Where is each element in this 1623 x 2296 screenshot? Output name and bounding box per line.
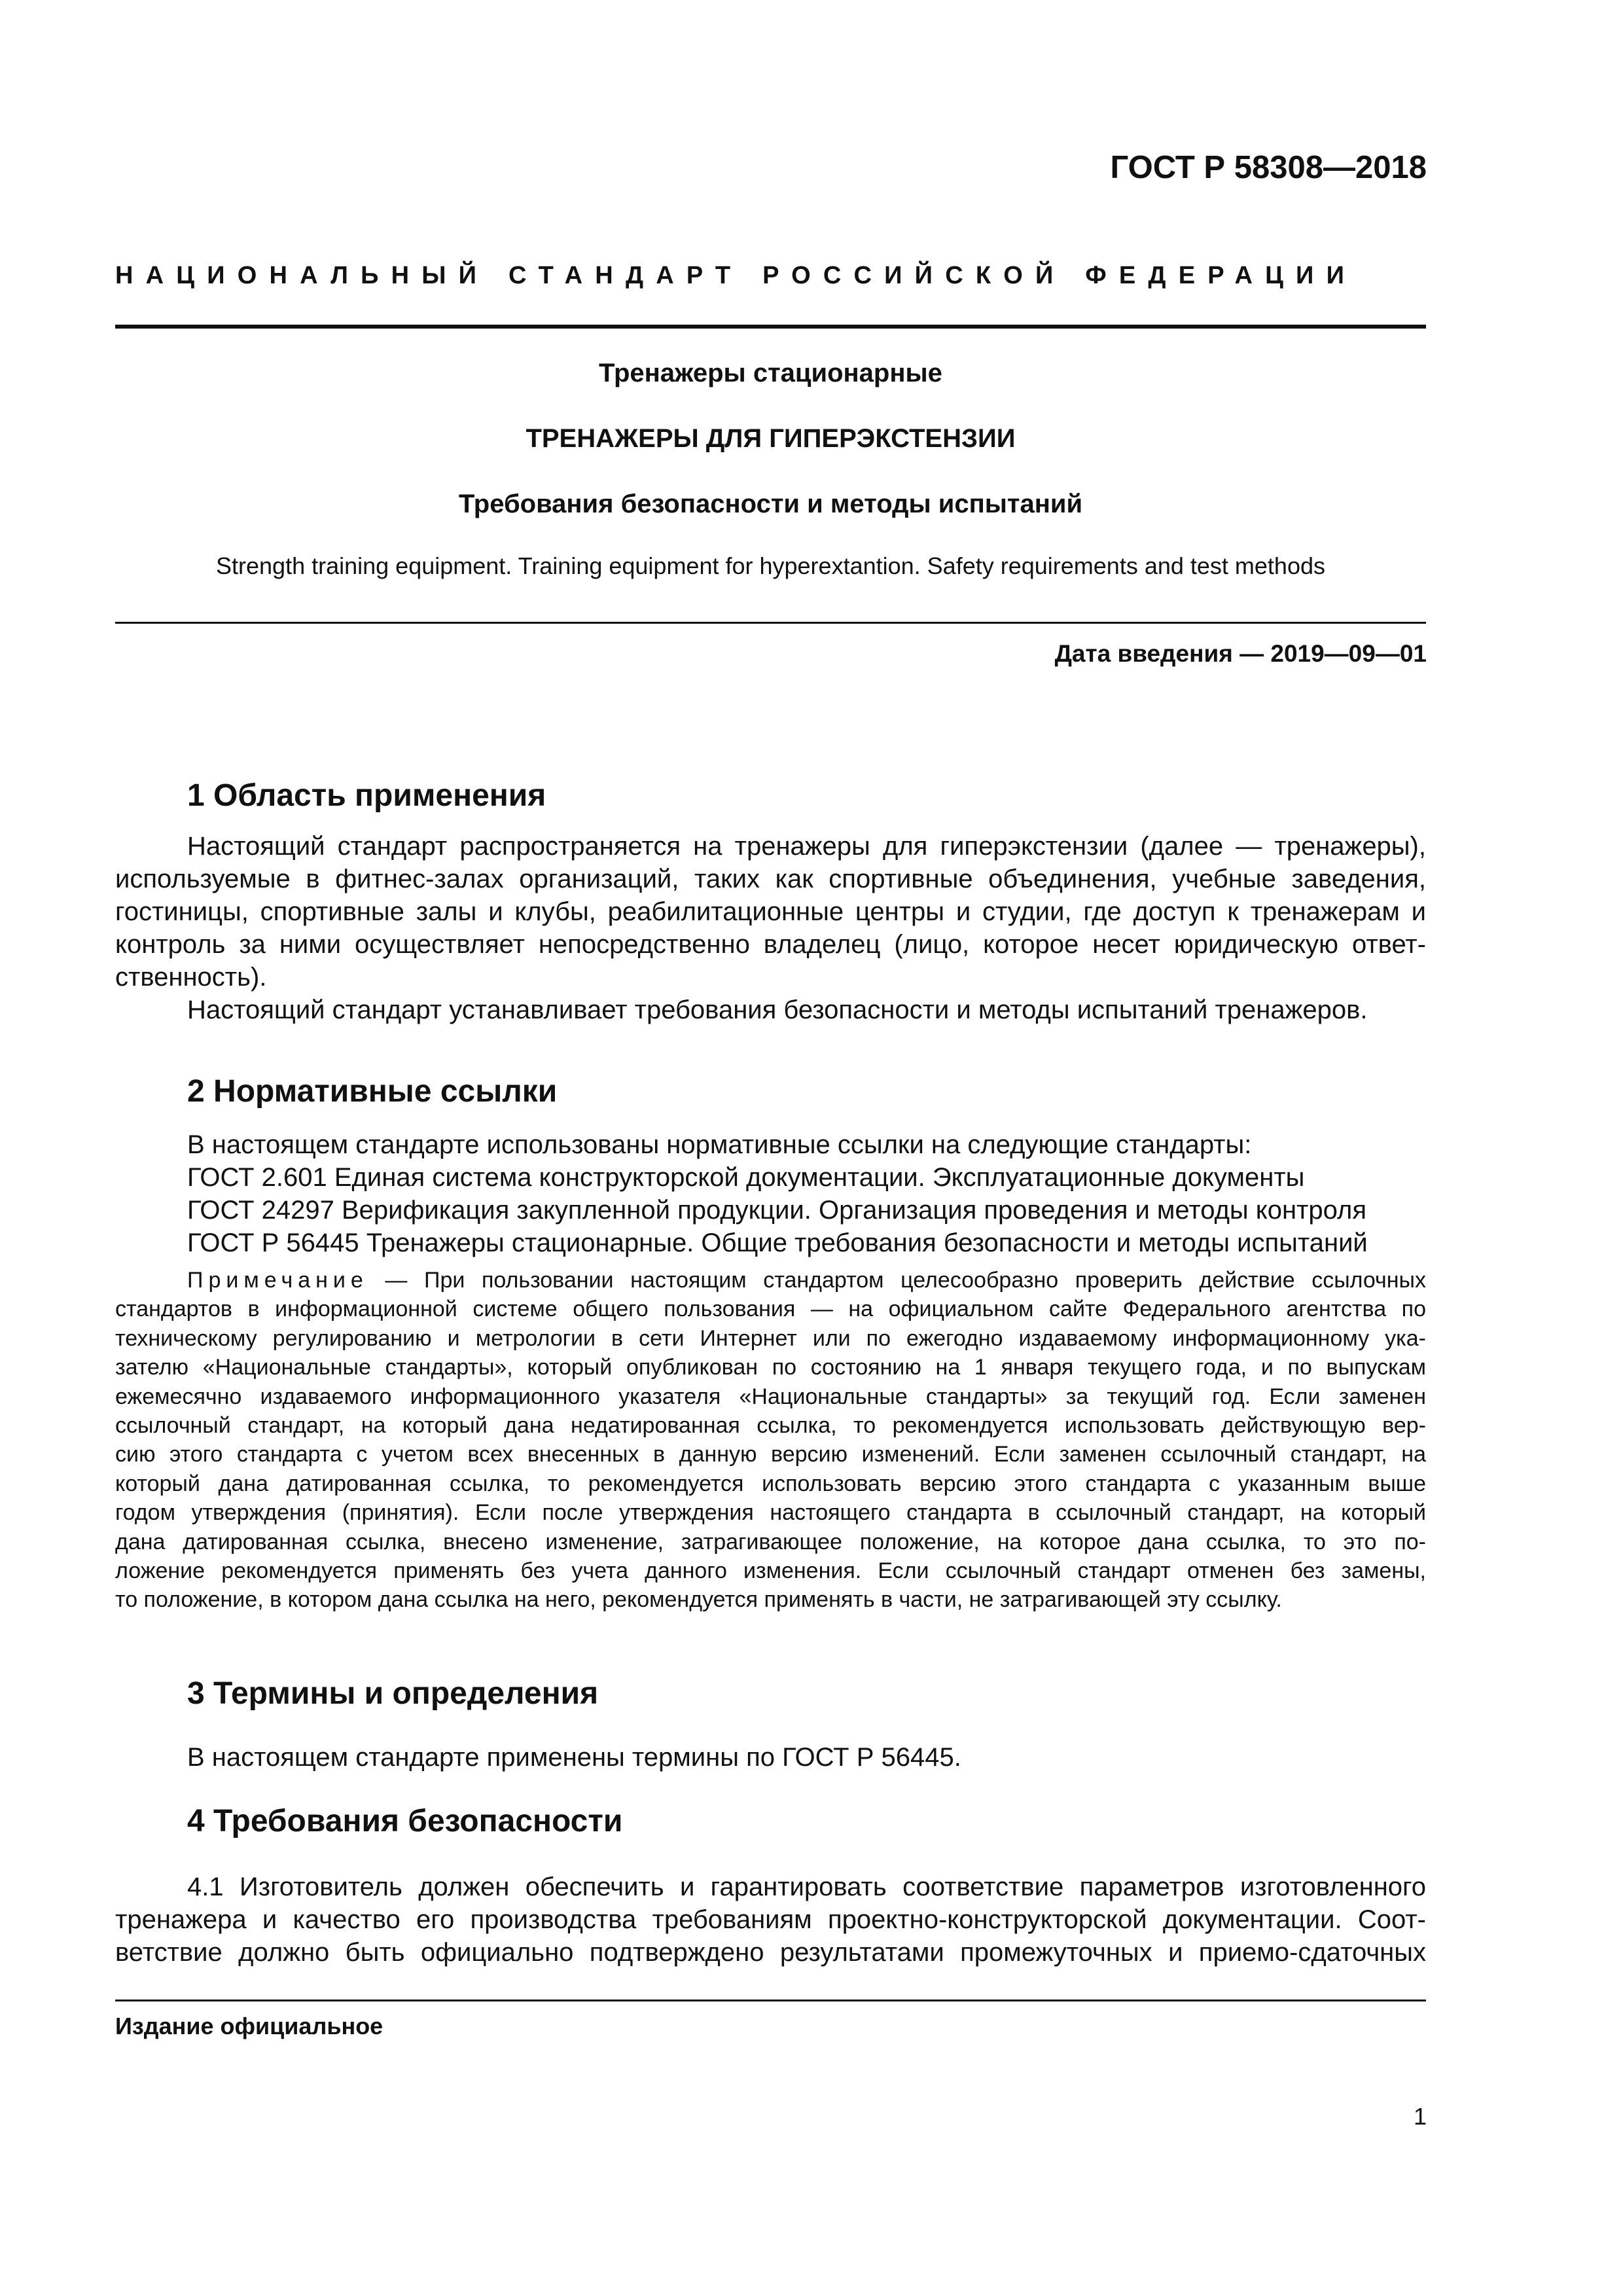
footer-rule [115,2000,1426,2001]
note-line: дана датированная ссылка, внесено изменение, затрагивающее положение, на которое дана ссылка, то это по- [115,1529,1426,1554]
reference-item: ГОСТ 24297 Верификация закупленной продукции. Организация проведения и методы контроля [187,1196,1367,1225]
title-line-3: Требования безопасности и методы испытаний [458,490,1083,518]
paragraph-line: гостиницы, спортивные залы и клубы, реабилитационные центры и студии, где доступ к тренажерам и [115,897,1426,926]
paragraph-line: используемые в фитнес-залах организаций, таких как спортивные объединения, учебные заведения, [115,865,1426,893]
title-line-1: Тренажеры стационарные [599,359,942,387]
section-4-heading: 4 Требования безопасности [187,1804,623,1839]
standard-type-heading: НАЦИОНАЛЬНЫЙ СТАНДАРТ РОССИЙСКОЙ ФЕДЕРАЦИИ [115,262,1357,289]
header-rule [115,325,1426,329]
paragraph-line: тренажера и качество его производства требованиям проектно-конструкторской документации. Соот- [115,1905,1426,1934]
section-4-paragraph-1 [115,1871,1426,1969]
normative-references-list [187,1128,1426,1259]
paragraph-line: В настоящем стандарте применены термины по ГОСТ Р 56445. [187,1743,961,1772]
section-1-paragraph-1 [115,830,1426,994]
note-text: — При пользовании настоящим стандартом целесообразно проверить действие ссылочных [368,1268,1426,1293]
section-1-heading: 1 Область применения [187,778,546,813]
note-label: Примечание [187,1268,368,1293]
gost-number: ГОСТ Р 58308—2018 [1110,150,1427,185]
note-line [115,1266,1426,1295]
introduction-date: Дата введения — 2019—09—01 [1054,640,1427,667]
section-1-paragraph-2 [115,994,1426,1026]
section-3-paragraph [115,1741,1426,1774]
paragraph-line: контроль за ними осуществляет непосредственно владелец (лицо, которое несет юридическую ответ- [115,930,1426,959]
title-rule [115,622,1426,624]
note-line: ложение рекомендуется применять без учета данного изменения. Если ссылочный стандарт отменен без замены, [115,1558,1426,1584]
note-line: ежемесячно издаваемого информационного указателя «Национальные стандарты» за текущий год. Если заменен [115,1384,1426,1409]
note-line: сию этого стандарта с учетом всех внесенных в данную версию изменений. Если заменен ссылочный стандарт, на [115,1442,1426,1467]
title-line-2: ТРЕНАЖЕРЫ ДЛЯ ГИПЕРЭКСТЕНЗИИ [526,424,1016,453]
note-line: который дана датированная ссылка, то рекомендуется использовать версию этого стандарта с указанным выше [115,1471,1426,1496]
reference-item: ГОСТ Р 56445 Тренажеры стационарные. Общие требования безопасности и методы испытаний [187,1229,1368,1257]
paragraph-line: Настоящий стандарт устанавливает требования безопасности и методы испытаний тренажеров. [187,996,1368,1024]
reference-item: ГОСТ 2.601 Единая система конструкторской документации. Эксплуатационные документы [187,1163,1305,1192]
paragraph-line: ветствие должно быть официально подтверждено результатами промежуточных и приемо-сдаточных [115,1938,1426,1967]
note-line: техническому регулированию и метрологии в сети Интернет или по ежегодно издаваемому информационному ука- [115,1325,1426,1351]
note-block [115,1266,1426,1615]
paragraph-line: Настоящий стандарт распространяется на тренажеры для гиперэкстензии (далее — тренажеры), [187,832,1426,861]
note-line: ссылочный стандарт, на который дана недатированная ссылка, то рекомендуется использовать действующую вер- [115,1413,1426,1439]
note-line: годом утверждения (принятия). Если после утверждения настоящего стандарта в ссылочный стандарт, на который [115,1500,1426,1526]
title-english: Strength training equipment. Training equipment for hyperextantion. Safety requirements and test methods [216,552,1325,579]
note-line: стандартов в информационной системе общего пользования — на официальном сайте Федерального агентства по [115,1297,1426,1322]
section-3-heading: 3 Термины и определения [187,1676,599,1711]
reference-intro: В настоящем стандарте использованы нормативные ссылки на следующие стандарты: [187,1130,1252,1159]
section-2-heading: 2 Нормативные ссылки [187,1074,558,1109]
note-line: то положение, в котором дана ссылка на него, рекомендуется применять в части, не затрагивающей эту ссылку. [115,1587,1282,1613]
paragraph-line: 4.1 Изготовитель должен обеспечить и гарантировать соответствие параметров изготовленного [187,1873,1426,1901]
page-number: 1 [1413,2103,1427,2130]
note-line: зателю «Национальные стандарты», который опубликован по состоянию на 1 января текущего года, и по выпускам [115,1355,1426,1380]
paragraph-line: ственность). [115,963,267,992]
official-edition-label: Издание официальное [115,2013,383,2039]
